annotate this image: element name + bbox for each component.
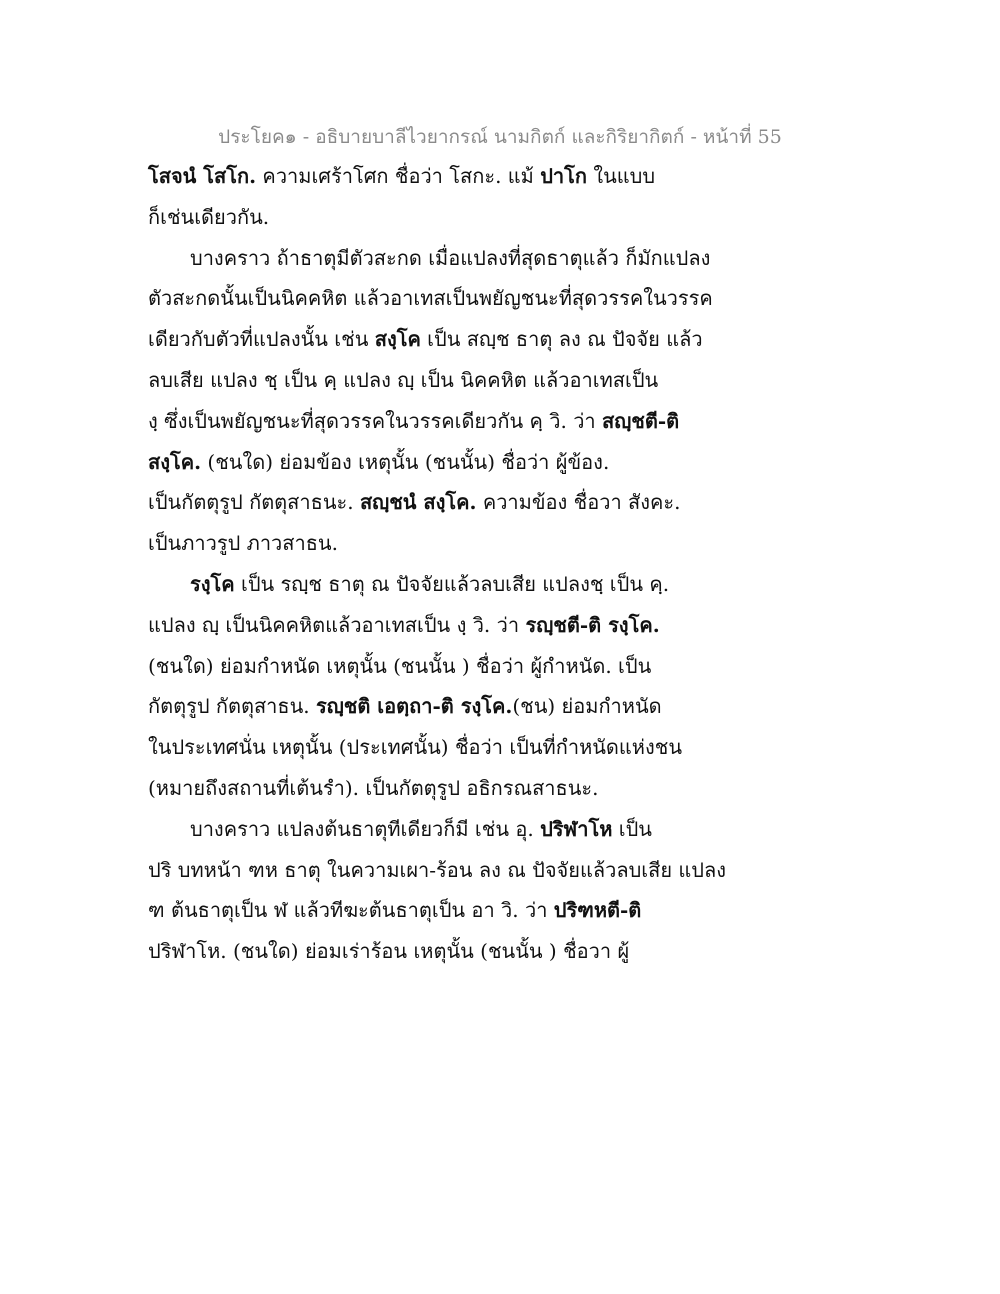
bold-term: ปริฬาโห bbox=[540, 816, 613, 841]
text-line bbox=[148, 238, 868, 279]
bold-term: รญฺชตี-ติ รงฺโค. bbox=[525, 612, 660, 637]
text-line bbox=[148, 319, 868, 360]
text-line bbox=[148, 278, 868, 319]
text-segment: เป็น รญฺช ธาตุ ณ ปัจจัยแล้วลบเสีย แปลงชฺ เป็น คฺ. bbox=[234, 571, 670, 596]
text-line bbox=[148, 156, 868, 197]
text-segment: ในประเทศนั่น เหตุนั้น (ประเทศนั้น) ชื่อว่า เป็นที่กำหนัดแห่งชน bbox=[148, 735, 683, 760]
text-line bbox=[148, 890, 868, 931]
text-line bbox=[148, 768, 868, 809]
text-segment: ตัวสะกดนั้นเป็นนิคคหิต แล้วอาเทสเป็นพยัญชนะที่สุดวรรคในวรรค bbox=[148, 286, 713, 311]
text-segment: (ชน) ย่อมกำหนัด bbox=[512, 694, 662, 719]
text-segment: เป็น สญฺช ธาตุ ลง ณ ปัจจัย แล้ว bbox=[420, 327, 703, 352]
text-line bbox=[148, 850, 868, 891]
text-segment: บางคราว ถ้าธาตุมีตัวสะกด เมื่อแปลงที่สุดธาตุแล้ว ก็มักแปลง bbox=[190, 245, 711, 270]
bold-term: สงฺโค. bbox=[148, 449, 202, 474]
text-line bbox=[148, 523, 868, 564]
text-line bbox=[148, 727, 868, 768]
text-segment: เดียวกับตัวที่แปลงนั้น เช่น bbox=[148, 327, 375, 352]
bold-term: สญฺชนํ สงฺโค. bbox=[359, 490, 477, 515]
text-segment: ในแบบ bbox=[587, 164, 656, 188]
text-segment: (หมายถึงสถานที่เต้นรำ). เป็นกัตตุรูป อธิกรณสาธนะ. bbox=[148, 775, 599, 800]
body-text bbox=[148, 156, 868, 972]
text-segment: เป็นกัตตุรูป กัตตุสาธนะ. bbox=[148, 490, 360, 515]
text-segment: งฺ ซึ่งเป็นพยัญชนะที่สุดวรรคในวรรคเดียวกัน คฺ วิ. ว่า bbox=[148, 408, 603, 433]
bold-term: รงฺโค bbox=[190, 571, 235, 596]
text-line bbox=[148, 686, 868, 727]
bold-term: ปริฑหตี-ติ bbox=[553, 898, 642, 923]
text-segment: ปริฬาโห. (ชนใด) ย่อมเร่าร้อน เหตุนั้น (ชนนั้น ) ชื่อวา ผู้ bbox=[148, 939, 630, 964]
text-line bbox=[148, 809, 868, 850]
text-line bbox=[148, 931, 868, 972]
text-segment: แปลง ญฺ เป็นนิคคหิตแล้วอาเทสเป็น งฺ วิ. ว่า bbox=[148, 612, 526, 637]
text-segment: เป็น bbox=[612, 816, 652, 841]
text-segment: ความเศร้าโศก ชื่อว่า โสกะ. แม้ bbox=[256, 164, 541, 188]
bold-term: ปาโก bbox=[540, 164, 587, 188]
bold-term: รญฺชติ เอตฺถา-ติ รงฺโค. bbox=[316, 694, 513, 719]
text-segment: ก็เช่นเดียวกัน. bbox=[148, 204, 270, 229]
text-line bbox=[148, 646, 868, 687]
text-segment: (ชนใด) ย่อมข้อง เหตุนั้น (ชนนั้น) ชื่อว่า ผู้ข้อง. bbox=[201, 449, 610, 474]
text-segment: กัตตุรูป กัตตุสาธน. bbox=[148, 694, 316, 719]
bold-term: สญฺชตี-ติ bbox=[602, 408, 680, 433]
text-segment: ปริ บทหน้า ฑห ธาตุ ในความเผา-ร้อน ลง ณ ปัจจัยแล้วลบเสีย แปลง bbox=[148, 857, 727, 882]
text-segment: ลบเสีย แปลง ชฺ เป็น คฺ แปลง ญฺ เป็น นิคคหิต แล้วอาเทสเป็น bbox=[148, 367, 659, 392]
text-segment: ความข้อง ชื่อวา สังคะ. bbox=[476, 490, 681, 515]
running-header: ประโยค๑ - อธิบายบาลีไวยากรณ์ นามกิตก์ และกิริยากิตก์ - หน้าที่ 55 bbox=[218, 126, 782, 148]
text-line bbox=[148, 564, 868, 605]
bold-term: สงฺโค bbox=[374, 327, 421, 352]
text-segment: เป็นภาวรูป ภาวสาธน. bbox=[148, 531, 338, 556]
text-line bbox=[148, 605, 868, 646]
text-line bbox=[148, 482, 868, 523]
text-line bbox=[148, 197, 868, 238]
text-line bbox=[148, 401, 868, 442]
text-segment: บางคราว แปลงต้นธาตุทีเดียวก็มี เช่น อุ. bbox=[190, 816, 541, 841]
text-line bbox=[148, 442, 868, 483]
bold-term: โสจนํ โสโก. bbox=[148, 164, 257, 188]
text-line bbox=[148, 360, 868, 401]
text-segment: ฑ ต้นธาตุเป็น ฬ แล้วทีฆะต้นธาตุเป็น อา วิ. ว่า bbox=[148, 898, 554, 923]
text-segment: (ชนใด) ย่อมกำหนัด เหตุนั้น (ชนนั้น ) ชื่อว่า ผู้กำหนัด. เป็น bbox=[148, 653, 652, 678]
